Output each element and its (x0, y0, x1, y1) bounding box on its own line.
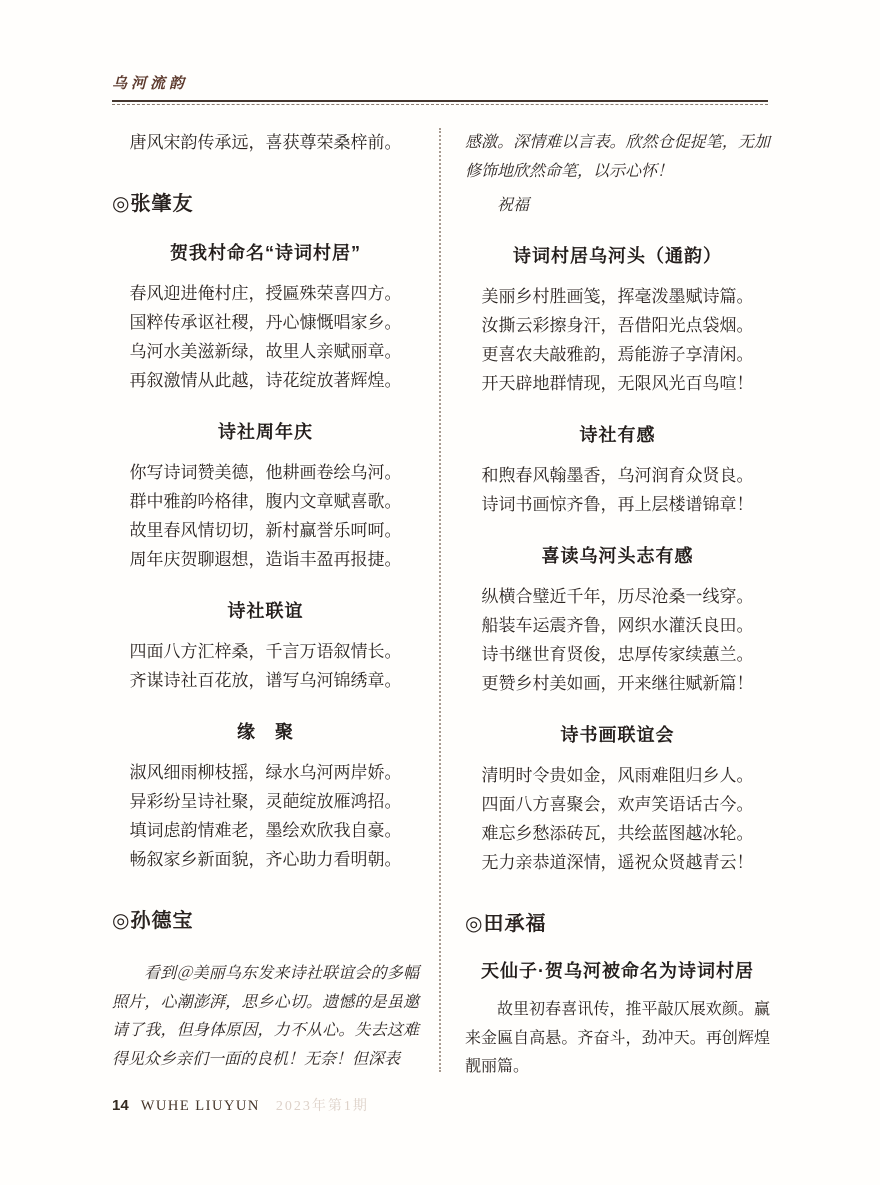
poem-lines (465, 282, 770, 398)
poem-lines (112, 279, 419, 395)
poem-line: 填词虑韵情难老，墨绘欢欣我自豪。 (129, 821, 402, 840)
poem-section (112, 719, 419, 874)
poem-title: 缘 聚 (237, 722, 294, 742)
prose-paragraph: 看到＠美丽乌东发来诗社联谊会的多幅照片，心潮澎湃，思乡心切。遗憾的是虽邀请了我，但身体原因，力不从心。失去这难得见众乡亲们一面的良机！无奈！但深表 (112, 963, 419, 1068)
poem-line: 乌河水美滋新绿，故里人亲赋丽章。 (129, 342, 402, 361)
poem-line: 更赞乡村美如画，开来继往赋新篇！ (481, 674, 754, 693)
poem-line: 群中雅韵吟格律，腹内文章赋喜歌。 (129, 492, 402, 511)
poem-line: 诗词书画惊齐鲁，再上层楼谱锦章！ (481, 495, 754, 514)
author-heading-tian-chengfu: ◎田承福 (465, 913, 547, 935)
poem-line: 无力亲恭道深情，遥祝众贤越青云！ (481, 853, 754, 872)
poem-section (465, 422, 770, 519)
right-column (441, 128, 770, 1082)
poem-title: 诗词村居乌河头（通韵） (513, 246, 722, 266)
poem-title: 贺我村命名“诗词村居” (170, 243, 361, 263)
poem-lines (112, 758, 419, 874)
poem-title: 诗社有感 (579, 425, 656, 445)
poem-line: 四面八方汇梓桑，千言万语叙情长。 (129, 642, 402, 661)
magazine-title: 乌河流韵 (112, 74, 189, 92)
poem-line: 和煦春风翰墨香，乌河润育众贤良。 (481, 466, 754, 485)
poem-line: 异彩纷呈诗社聚，灵葩绽放雁鸿招。 (129, 792, 402, 811)
author-heading-sun-debao: ◎孙德宝 (112, 910, 194, 932)
poem-title: 诗社联谊 (227, 601, 304, 621)
poem-line: 你写诗词赞美德，他耕画卷绘乌河。 (129, 463, 402, 482)
poem-line: 故里春风情切切，新村赢誉乐呵呵。 (129, 521, 402, 540)
poem-title: 诗书画联谊会 (560, 725, 675, 745)
poem-section (465, 543, 770, 698)
poem-lines (112, 458, 419, 574)
ci-poem-text: 故里初春喜讯传，推平敲仄展欢颜。赢来金匾自高悬。齐奋斗，劲冲天。再创辉煌靓丽篇。 (465, 1001, 770, 1075)
ci-poem-title: 天仙子·贺乌河被命名为诗词村居 (481, 961, 754, 981)
poem-line: 再叙激情从此越，诗花绽放著辉煌。 (129, 371, 402, 390)
poem-title: 喜读乌河头志有感 (541, 546, 694, 566)
poem-section (465, 243, 770, 398)
poem-section (112, 598, 419, 695)
poem-line: 开天辟地群情现，无限风光百鸟喧！ (481, 374, 754, 393)
left-column (112, 128, 441, 1082)
poem-section (112, 240, 419, 395)
poem-line: 诗书继世育贤俊，忠厚传家续蕙兰。 (481, 645, 754, 664)
poem-line: 更喜农夫敲雅韵，焉能游子享清闲。 (481, 345, 754, 364)
poem-line: 周年庆贺聊遐想，造诣丰盈再报捷。 (129, 550, 402, 569)
carryover-verse: 唐风宋韵传承远，喜获尊荣桑梓前。 (129, 133, 402, 152)
poem-line: 春风迎进俺村庄，授匾殊荣喜四方。 (129, 284, 402, 303)
poem-line: 畅叙家乡新面貌，齐心助力看明朝。 (129, 850, 402, 869)
poem-line: 难忘乡愁添砖瓦，共绘蓝图越冰轮。 (481, 824, 754, 843)
poem-line: 国粹传承讴社稷，丹心慷慨唱家乡。 (129, 313, 402, 332)
header-rule-dashed (112, 104, 768, 105)
poem-lines (465, 461, 770, 519)
poem-section (465, 722, 770, 877)
journal-name: WUHE LIUYUN (140, 1098, 260, 1114)
poem-section (112, 419, 419, 574)
poem-line: 齐谋诗社百花放，谱写乌河锦绣章。 (129, 671, 402, 690)
poem-line: 纵横合璧近千年，历尽沧桑一线穿。 (481, 587, 754, 606)
masthead (112, 72, 768, 105)
poem-line: 船装车运震齐鲁，网织水灌沃良田。 (481, 616, 754, 635)
poem-title: 诗社周年庆 (218, 422, 313, 442)
header-rule-solid (112, 100, 768, 102)
poem-line: 美丽乡村胜画笺，挥毫泼墨赋诗篇。 (481, 287, 754, 306)
author-heading-zhang-zhaoyou: ◎张肇友 (112, 193, 194, 215)
poem-line: 四面八方喜聚会，欢声笑语话古今。 (481, 795, 754, 814)
poem-lines (112, 637, 419, 695)
issue-label: 2023年第1期 (275, 1099, 369, 1114)
page-content (112, 128, 770, 1082)
poem-lines (465, 582, 770, 698)
prose-signoff: 祝福 (497, 195, 530, 214)
poem-lines (465, 761, 770, 877)
poem-line: 清明时令贵如金，风雨难阻归乡人。 (481, 766, 754, 785)
poem-line: 汝撕云彩擦身汗，吾借阳光点袋烟。 (481, 316, 754, 335)
prose-continuation: 感激。深情难以言表。欣然仓促捉笔，无加修饰地欣然命笔，以示心怀！ (465, 132, 770, 180)
page-number: 14 (112, 1097, 129, 1114)
page-footer (112, 1095, 369, 1115)
poem-line: 淑风细雨柳枝摇，绿水乌河两岸娇。 (129, 763, 402, 782)
